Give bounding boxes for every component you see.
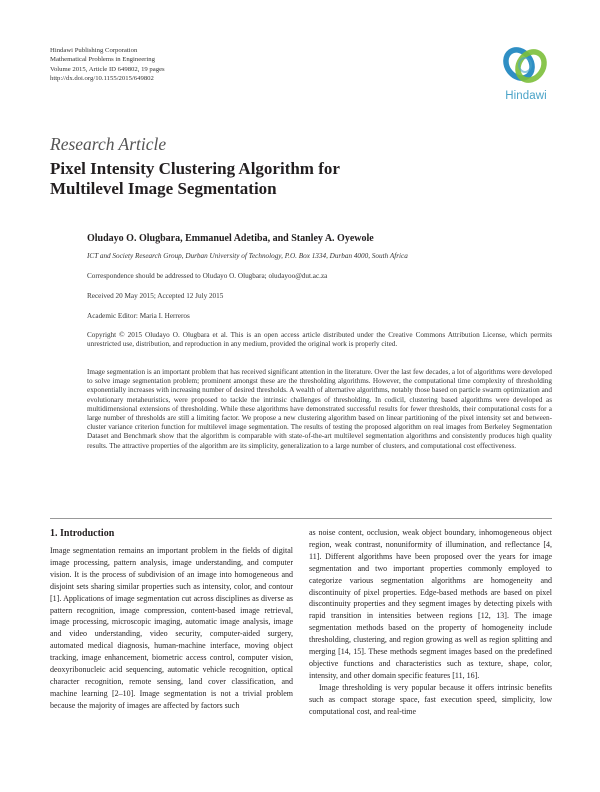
title-line: Pixel Intensity Clustering Algorithm for [50,159,340,178]
author-list: Oludayo O. Olugbara, Emmanuel Adetiba, and Stanley A. Oyewole [87,233,374,244]
publisher: Hindawi Publishing Corporation [50,47,138,54]
received-accepted-dates: Received 20 May 2015; Accepted 12 July 2015 [87,292,224,300]
hindawi-logo [498,42,554,108]
copyright-notice: Copyright © 2015 Oludayo O. Olugbara et al. This is an open access article distributed under the Creative Commons Attribution License, which permits unrestricted use, distribution, and reproduction in any medium, provided the original work is properly cited. [87,331,552,349]
article-title [50,159,530,199]
section-heading: 1. Introduction [50,528,115,539]
logo-text: Hindawi [505,90,547,102]
body-column-left [50,545,293,712]
paragraph: as noise content, occlusion, weak object boundary, inhomogeneous object region, weak contrast, nonuniformity of illumination, and reflectance [4, 11]. Different algorithms have been proposed over the years for image segmentation and two important properties commonly employed to categorize various segmentation algorithms are homogeneity and discontinuity of pixel properties. Edge-based methods are based on pixel discontinuity properties and they segment images by detecting pixels with rapid transition in intensities between regions [12, 13]. The image segmentation methods based on the property of homogeneity include thresholding, clustering, and region growing as well as region splitting and merging [14, 15]. These methods segment images based on the predefined objective functions and characteristics such as texture, shape, color, intensity, and other domain specific features [11, 16]. [309,528,552,680]
hindawi-logo-icon [498,42,554,88]
abstract: Image segmentation is an important problem that has received significant attention in the literature. Over the last few decades, a lot of algorithms were developed to solve image segmentation problem; prominent amongst these are the thresholding algorithms. However, the computational time complexity of thresholding exponentially increases with increasing number of desired thresholds. A wealth of alternative algorithms, notably those based on particle swarm optimization and evolutionary metaheuristics, were proposed to tackle the intrinsic challenges of thresholding. In codicil, clustering based algorithms were developed as multidimensional extensions of thresholding. While these algorithms have demonstrated successful results for fewer thresholds, their computational costs for a large number of thresholds are still a limiting factor. We propose a new clustering algorithm based on linear partitioning of the pixel intensity set and between-cluster variance criterion function for multilevel image segmentation. The results of testing the proposed algorithm on real images from Berkeley Segmentation Dataset and Benchmark show that the algorithm is comparable with state-of-the-art multilevel segmentation algorithms and consistently produces high quality results. The attractive properties of the algorithm are its simplicity, generalization to a large number of clusters, and computational cost effectiveness. [87,368,552,450]
paragraph: Image thresholding is very popular because it offers intrinsic benefits such as compact storage space, fast execution speed, simplicity, low computational cost, and real-time [309,682,552,716]
volume-article: Volume 2015, Article ID 649802, 19 pages [50,65,165,73]
section-divider [50,518,552,519]
affiliation: ICT and Society Research Group, Durban University of Technology, P.O. Box 1334, Durban 4000, South Africa [87,252,408,260]
paragraph: Image segmentation remains an important problem in the fields of digital image processing, pattern analysis, image understanding, and computer vision. It is the process of subdivision of an image into homogeneous and disjoint sets sharing similar properties such as intensity, color, and contour [1]. Applications of image segmentation cut across disciplines as diverse as pattern recognition, image compression, content-based image retrieval, image processing, microscopic imaging, automatic image analysis, image and video understanding, video security, computer-aided surgery, automated medical diagnosis, human-machine interface, moving object tracking, image enhancement, biometric access control, computer vision, deoxyribonucleic acid sequencing, automatic vehicle recognition, optical character recognition, remote sensing, land cover classification, and machine learning [2–10]. Image segmentation is not a trivial problem because the majority of images are affected by factors such [50,546,293,710]
academic-editor: Academic Editor: Maria I. Herreros [87,312,190,320]
article-type: Research Article [50,134,167,154]
correspondence: Correspondence should be addressed to Oludayo O. Olugbara; oludayoo@dut.ac.za [87,272,328,280]
journal-name: Mathematical Problems in Engineering [50,56,155,64]
journal-header [50,46,165,83]
doi-link[interactable]: http://dx.doi.org/10.1155/2015/649802 [50,74,154,82]
body-column-right [309,527,552,718]
title-line: Multilevel Image Segmentation [50,179,277,198]
